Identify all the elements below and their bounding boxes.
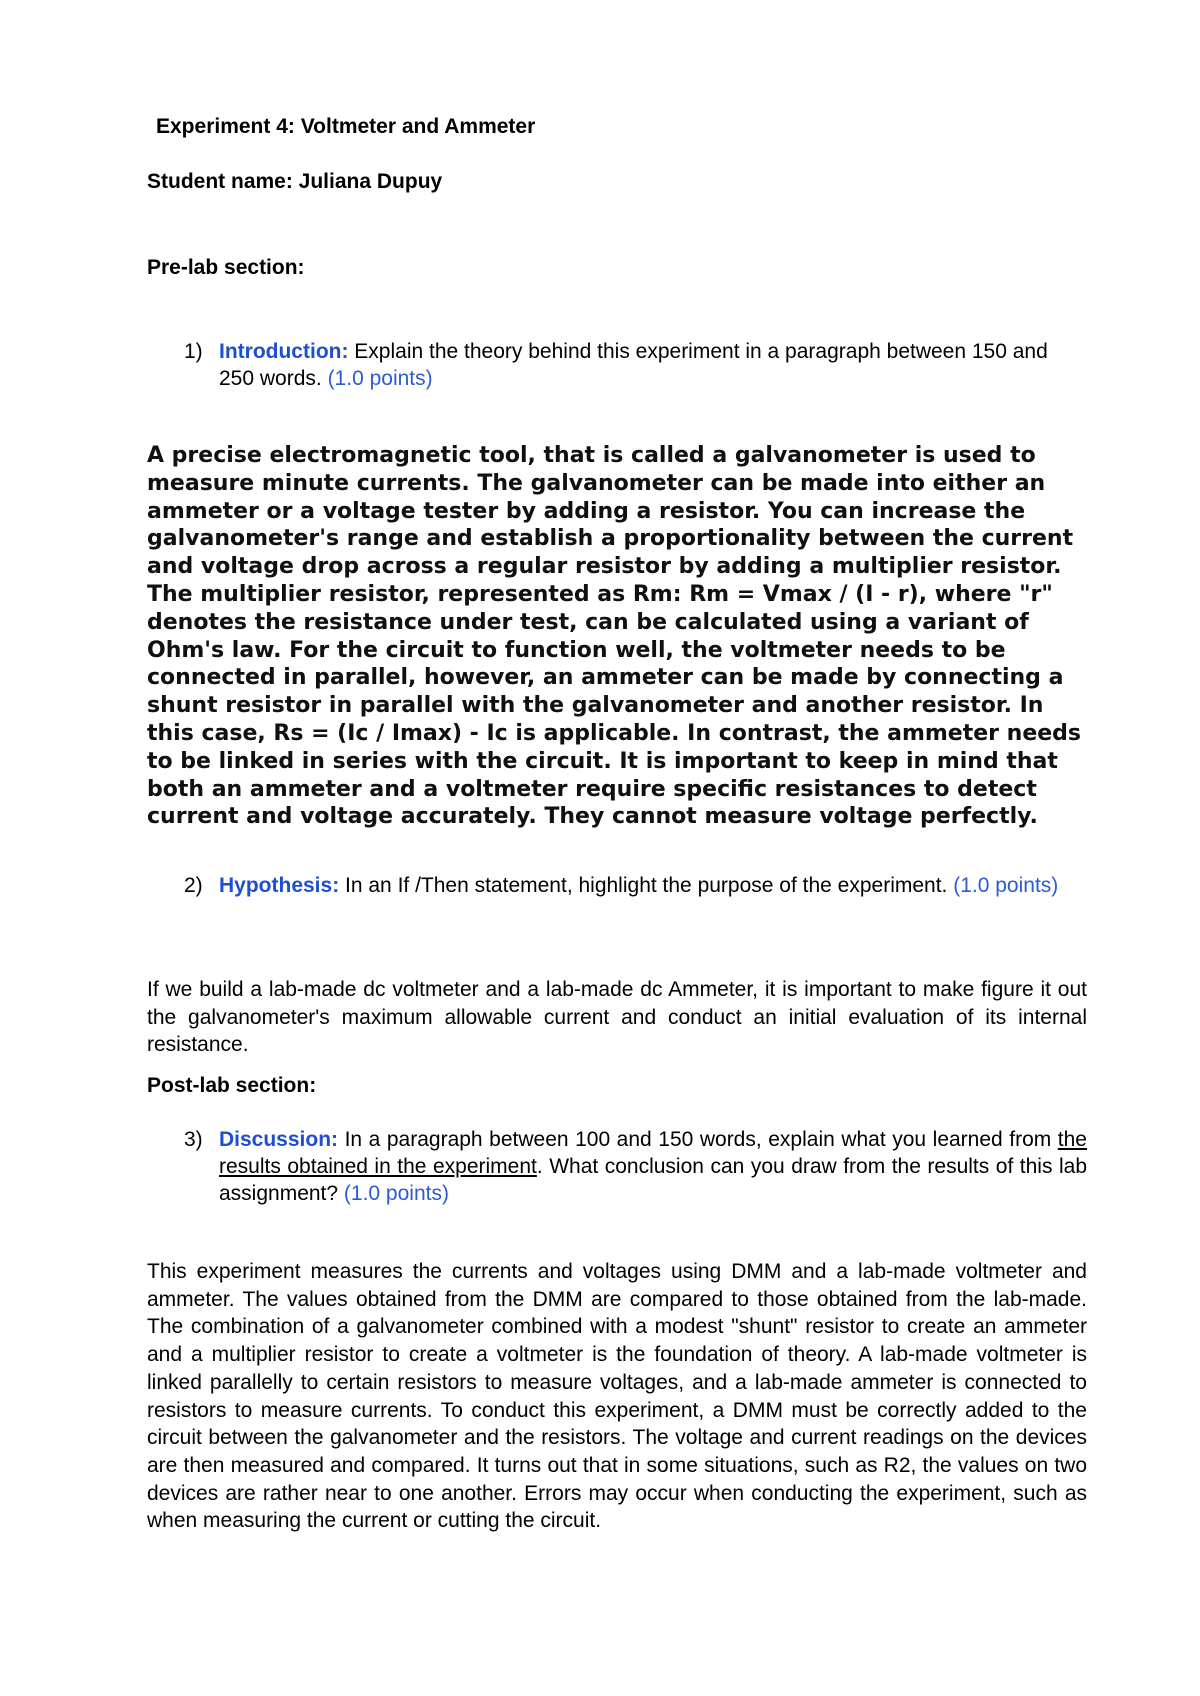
question-number: 1) [184,340,203,363]
answer-discussion: This experiment measures the currents and voltages using DMM and a lab-made voltmeter and ammeter. The values obtained from the DMM are compared to those obtained from the lab-made. The combination of a galvanometer combined with a modest "shunt" resistor to create an ammeter and a multiplier resistor to create a voltmeter is the foundation of theory. A lab-made voltmeter is linked parallelly to certain resistors to measure voltages, and a lab-made ammeter is connected to resistors to measure currents. To conduct this experiment, a DMM must be correctly added to the circuit between the galvanometer and the resistors. The voltage and current readings on the devices are then measured and compared. It turns out that in some situations, such as R2, the values on two devices are rather near to one another. Errors may occur when conducting the experiment, such as when measuring the current or cutting the circuit. [147,1260,1087,1533]
postlab-heading: Post-lab section: [147,1074,317,1097]
question-text [219,338,1087,392]
question-prompt-underlined: the results obtained in the experiment [219,1128,1087,1178]
question-label: Introduction: [219,340,349,363]
question-points: (1.0 points) [343,1182,449,1205]
question-label: Discussion: [219,1128,339,1151]
prelab-heading: Pre-lab section: [147,256,305,279]
question-number: 3) [184,1128,203,1151]
question-prompt: In a paragraph between 100 and 150 words, explain what you learned from [338,1128,1058,1151]
question-label: Hypothesis: [219,874,340,897]
answer-introduction: A precise electromagnetic tool, that is called a galvanometer is used to measure minute currents. The galvanometer can be made into either an ammeter or a voltage tester by adding a resistor. You can increase the galvanometer's range and establish a proportionality between the current and voltage drop across a regular resistor by adding a multiplier resistor. The multiplier resistor, represented as Rm: Rm = Vmax / (I - r), where "r" denotes the resistance under test, can be calculated using a variant of Ohm's law. For the circuit to function well, the voltmeter needs to be connected in parallel, however, an ammeter can be made by connecting a shunt resistor in parallel with the galvanometer and another resistor. In this case, Rs = (Ic / Imax) - Ic is applicable. In contrast, the ammeter needs to be linked in series with the circuit. It is important to keep in mind that both an ammeter and a voltmeter require specific resistances to detect current and voltage accurately. They cannot measure voltage perfectly. [147,443,1082,830]
question-points: (1.0 points) [953,874,1059,897]
question-text [219,872,1087,899]
question-prompt: Explain the theory behind this experiment in a paragraph between 150 and 250 words. [219,340,1048,390]
document-title: Experiment 4: Voltmeter and Ammeter [156,115,536,138]
question-number: 2) [184,874,203,897]
answer-hypothesis: If we build a lab-made dc voltmeter and a lab-made dc Ammeter, it is important to make figure it out the galvanometer's maximum allowable current and conduct an initial evaluation of its internal resistance. [147,978,1087,1056]
question-text [219,1126,1087,1207]
question-prompt-continued: . What conclusion can you draw from the results of this lab assignment? [219,1155,1088,1205]
student-name: Student name: Juliana Dupuy [147,170,443,193]
question-points: (1.0 points) [327,367,433,390]
question-prompt: In an If /Then statement, highlight the purpose of the experiment. [339,874,954,897]
